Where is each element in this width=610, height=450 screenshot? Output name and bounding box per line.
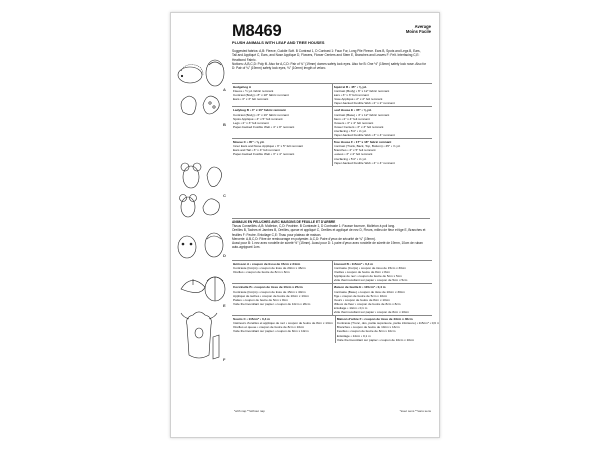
table-cell <box>332 139 433 166</box>
intro-line: Mercerie: A,B,C,D: Fibre de rembourrage en polyester. A,C,D: Paire d'yeux de sécurité de ¾" (19mm). <box>232 236 376 241</box>
pattern-envelope-back <box>170 12 440 438</box>
requirement-line: Contrast (Trunk, Back, Top, Bottom) • 45" • ⅝ yd. <box>333 144 401 149</box>
view-heading: Souris C • 115cm* • 0,4 m <box>233 317 270 322</box>
requirement-line: Voile thermocollant sur papier • coupon de 10cm x 20cm <box>233 301 311 306</box>
requirement-line: Flower Centers • 3" x 3" felt remnant <box>333 124 384 129</box>
requirement-line: Paper-backed Fusible Web • 4" x 8" remnant <box>233 124 295 129</box>
view-heading: Maison d'arbre F • coupon de tissu de 43cm x 46cm <box>336 317 413 322</box>
table-cell <box>232 261 332 283</box>
requirement-line: Paper-backed Fusible Web • 4" x 4" remnant <box>333 160 395 165</box>
view-label-b: B <box>223 122 226 127</box>
requirement-line: Contrast (Body) • 6" x 16" fabric remnant <box>233 112 289 117</box>
requirement-line: Interfacing • 5⅝" • ⅛ yd. <box>333 128 367 133</box>
requirement-line: Paper-backed Fusible Web • 3" x 4" remnant <box>233 152 295 157</box>
requirement-line: Branches • coupon de feutre de 10cm x 13cm <box>336 325 400 330</box>
requirement-line: Entoilage • 14cm • 0,1 m <box>333 305 368 310</box>
footnote-en: *with nap **without nap <box>234 409 265 413</box>
table-cell <box>232 107 332 138</box>
suggested-fabrics-en <box>232 49 430 70</box>
mouse-front-drawing <box>183 166 199 188</box>
view-label-f: F <box>223 357 226 362</box>
table-cell <box>232 139 332 166</box>
tree-house-drawing <box>187 312 212 358</box>
requirement-line: Tige • coupon de feutre de 5cm x 10cm <box>333 293 388 298</box>
table-row <box>232 83 432 106</box>
french-title: ANIMAUX EN PELUCHES AVEC MAISONS DE FEUILLE ET D'ARBRE <box>232 220 336 224</box>
requirement-line: Oreilles • coupon de feutre de 8cm x 8cm <box>333 270 391 275</box>
requirement-line: Contraste (Corps) • coupon de tissu de 15cm x 30cm <box>333 266 407 271</box>
pattern-title: PLUSH ANIMALS WITH LEAF AND TREE HOUSES <box>232 40 325 45</box>
requirement-line: Paper-backed Fusible Web • 3" x 4" remnant <box>333 133 395 138</box>
difficulty-fr: Moins Facile <box>405 29 431 35</box>
intro-line: Tail and Appliqué C, Ears, and Nose Applique D, Flowers, Flower Centers and Stem E, Branches and Leaves F: Felt. Interfacing C,E: Heatbond Fabric. <box>232 53 420 62</box>
table-cell <box>232 84 332 106</box>
requirement-line: Ears • 3" x 3" felt remnant <box>233 97 269 102</box>
view-heading: Écureuil B • 115cm* • 0,4 m <box>333 262 373 266</box>
requirement-line: Intérieurs d'oreilles et appliqué de nez • coupon de feutre de 8cm x 13cm <box>233 321 333 326</box>
requirement-line: Flowers • 3" x 4" felt remnant <box>333 120 374 125</box>
yardage-table-en <box>232 83 432 166</box>
mouse-side-drawing <box>207 167 222 187</box>
view-label-e: E <box>223 303 226 308</box>
requirement-line: Feuilles • coupon de feutre de 8cm x 10cm <box>336 329 396 334</box>
view-heading: Squirrel B • 45" • ⅜ yd. <box>333 85 367 89</box>
requirement-line: Interfacing • 5⅝" • ⅛ yd. <box>333 156 367 161</box>
pattern-number: M8469 <box>232 22 282 40</box>
requirement-line: Contraste (Corps) • coupon de tissu de 15cm x 40cm <box>233 289 306 294</box>
requirement-line: Legs • 2" x 3" felt remnant <box>233 120 269 125</box>
table-row <box>232 315 440 343</box>
requirement-line: Appliqué de nez • coupon de feutre de 5cm x 5cm <box>333 274 402 279</box>
requirement-line: Pattes • coupon de feutre de 5cm x 8cm <box>233 297 288 302</box>
table-row <box>232 106 432 138</box>
requirement-line: Voile thermocollant sur papier • coupon de 8cm x 10cm <box>333 310 410 315</box>
requirement-line: Fleurs • coupon de feutre de 8cm x 10cm <box>333 297 390 302</box>
requirement-line: Contraste (Corps) • coupon de tissu de 20cm x 46cm <box>233 266 306 271</box>
requirement-line: Stem • 2" x 4" felt remnant <box>333 116 370 121</box>
view-label-d: D <box>223 253 226 258</box>
table-row <box>232 260 432 283</box>
table-cell <box>332 107 433 138</box>
yardage-table-fr <box>232 260 440 343</box>
requirement-line: Paper-backed Fusible Web • 2" x 2" remnant <box>333 101 395 106</box>
requirement-line: Contraste (Base) • coupon de tissu de 10cm x 30cm <box>333 289 405 294</box>
requirement-line: Milieux de fleur • coupon de feutre de 8cm x 8cm <box>333 301 401 306</box>
ladybug-drawing <box>203 96 219 114</box>
requirement-line: Voile thermocollant sur papier • coupon de 10cm x 10cm <box>336 337 415 342</box>
suggested-fabrics-fr <box>232 218 430 249</box>
requirement-line: Spots Appliqué • 4" x 5" felt remnant <box>233 116 283 121</box>
view-label-a: A <box>223 87 226 92</box>
requirement-line: Contrast (Body) • 6" x 12" fabric remnant <box>333 89 390 94</box>
table-cell <box>332 284 433 315</box>
view-illustrations <box>173 57 233 375</box>
view-heading: Tree House F • 17" x 18" fabric remnant <box>333 140 392 145</box>
requirement-line: Nose Appliqué • 2" x 2" felt remnant <box>333 97 383 102</box>
view-heading: Coccinelle B • coupon de tissu de 10cm x 25cm <box>233 285 303 290</box>
table-cell <box>332 84 433 106</box>
requirement-line: Inner Ears and Nose Appliqué • 3" x 5" felt remnant <box>233 144 304 149</box>
difficulty-label <box>406 24 431 34</box>
table-cell <box>232 316 335 343</box>
view-heading: Leaf House E • 45" • ⅜ yd. <box>333 108 372 113</box>
requirement-line: Branches • 4" x 5" felt remnant <box>333 148 376 153</box>
view-heading: Hérisson A • coupon de tissu de 15cm x 34cm <box>233 262 301 266</box>
difficulty-en: Average <box>414 24 431 29</box>
table-cell <box>335 316 440 343</box>
squirrel-drawing <box>181 96 196 115</box>
requirement-line: Oreilles et queue • coupon de feutre de 8cm x 10cm <box>233 325 305 330</box>
requirement-line: Leaves • 3" x 4" felt remnant <box>333 152 373 157</box>
table-row <box>232 283 432 315</box>
requirement-line: Contrast (Base) • 4" x 12" fabric remnant <box>333 112 390 117</box>
requirement-line: Ears • 3" x 3" felt remnant <box>333 93 369 98</box>
view-heading: Mouse C • 45" • ⅜ yd. <box>233 140 265 145</box>
footnote-fr: *avec sens **sans sens <box>399 409 431 413</box>
view-heading: Maison de feuille E • 115cm* • 0,4 m <box>333 285 386 290</box>
view-heading: Ladybug B • 4" x 10" fabric remnant <box>233 108 286 113</box>
requirement-line: Oreilles • coupon de feutre de 8cm x 8cm <box>233 270 290 275</box>
requirement-line: Entoilage • 14cm • 0,1 m <box>336 333 371 338</box>
requirement-line: Contrast (Body) • 8" x 18" fabric remnant <box>233 93 289 98</box>
illustration-drawings <box>173 57 235 377</box>
view-heading: Hedgehog A <box>233 85 252 89</box>
intro-line: Notions: A,B,C,D: Poly fil. Also for A,C,D: Pair of ¾" (19mm) domes safety lock eyes. Also for B: One ½" (15mm) safety lock nose. Also for D: Pair of ¾" (19mm) safety lock eyes, ⅜" (10mm) length of velcro. <box>232 61 427 71</box>
intro-line: Aussi pour B: 1 nez avec rondelle de sûreté ½" (15mm). Aussi pour D: 1 paire d'yeux avec rondelle de sûreté de 19mm, 10cm de ruban auto-agrippant 1cm. <box>232 241 423 250</box>
intro-line: Suggested fabrics: A,B: Fleece, Cuddle Soft. B Contrast 1, D Contrast 1: Faux Fur, Long Pile Fleece. Ears B, Spots and Legs B, Ears, <box>232 49 421 53</box>
intro-line: Oreilles B, Taches et Jambes B, Oreilles, queue et appliqué C, Oreilles et appliqué de nez D, Fleurs, milieu de fleur et tige E, Branches et feuilles F: Feutre. Entoilage C,E: Tissu pour plateau de maison. <box>232 228 426 237</box>
requirement-line: Voile thermocollant sur papier • coupon de 5cm x 5cm <box>333 278 408 283</box>
requirement-line: Fleece • ½ yd. fabric remnant <box>233 89 274 94</box>
table-cell <box>232 284 332 315</box>
requirement-line: Voile thermocollant sur papier • coupon de 8cm x 10cm <box>233 329 309 334</box>
requirement-line: Contraste (Tronc, dos, partie supérieure, partie inférieure) • 115cm* • 0,6 m <box>336 321 440 326</box>
hedgehog-top-drawing <box>206 60 224 86</box>
view-label-c: C <box>223 193 226 198</box>
table-cell <box>332 261 433 283</box>
d-animal-front-drawing <box>178 236 196 258</box>
requirement-line: Appliqué de taches • coupon de feutre de 10cm x 13cm <box>233 293 309 298</box>
intro-line: Tissus Conseillés: A,B: Molleton, C,D: Feutrine. B Contraste 1, D Contraste 1: Fausse fourrure, Molleton à poil long. <box>232 224 396 229</box>
table-row <box>232 138 432 166</box>
requirement-line: Ears and Tail • 3" x 4" felt remnant <box>233 148 280 153</box>
